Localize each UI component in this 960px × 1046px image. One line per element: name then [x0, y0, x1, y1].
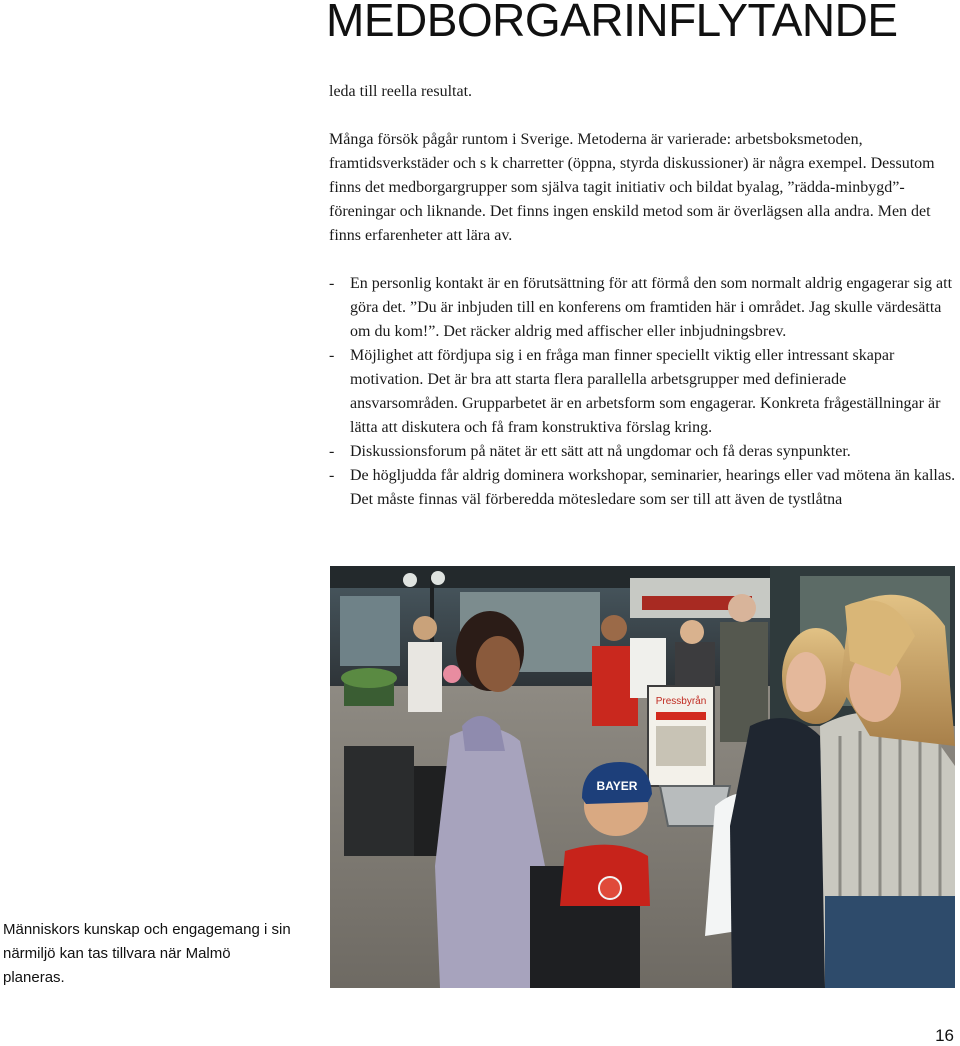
bullet-list	[329, 272, 957, 512]
street-photo	[330, 566, 955, 988]
bullet-marker: -	[329, 443, 335, 460]
cap-print: BAYER	[596, 779, 638, 793]
bullet-item	[329, 440, 957, 464]
page-title: MEDBORGARINFLYTANDE	[326, 0, 898, 46]
bullet-item	[329, 464, 957, 512]
bullet-item	[329, 344, 957, 440]
bullet-text: De högljudda får aldrig dominera workshopar, seminarier, hearings eller vad mötena än kallas. Det måste finnas väl förberedda mötesledare som ser till att även de tystlåtna	[350, 467, 956, 508]
page-number: 16	[935, 1026, 954, 1045]
shop-sign: Pressbyrån	[655, 696, 707, 707]
bullet-marker: -	[329, 347, 335, 364]
photo-caption: Människors kunskap och engagemang i sin närmiljö kan tas tillvara när Malmö planeras.	[3, 921, 291, 986]
lead-paragraph: leda till reella resultat.	[329, 83, 473, 100]
bullet-text: En personlig kontakt är en förutsättning för att förmå den som normalt aldrig engagerar sig att göra det. ”Du är inbjuden till en konferens om framtiden här i området. Jag skulle värdesätta om du kom!”. Det räcker aldrig med affischer eller inbjudningsbrev.	[350, 275, 953, 340]
bullet-text: Möjlighet att fördjupa sig i en fråga man finner speciellt viktig eller intressant skapar motivation. Det är bra att starta flera parallella arbetsgrupper med definierade ansvarsområden. Grupparbetet är en arbetsform som engagerar. Konkreta frågeställningar är lätta att diskutera och få fram konstruktiva förslag kring.	[350, 347, 941, 436]
bullet-item	[329, 272, 957, 344]
bullet-marker: -	[329, 467, 335, 484]
bullet-text: Diskussionsforum på nätet är ett sätt att nå ungdomar och få deras synpunkter.	[350, 443, 851, 460]
intro-paragraph: Många försök pågår runtom i Sverige. Metoderna är varierade: arbetsboksmetoden, framtidsverkstäder och s k charretter (öppna, styrda diskussioner) är några exempel. Dessutom finns det medborgargrupper som själva tagit initiativ och bildat byalag, ”rädda-minbygd”-föreningar och liknande. Det finns ingen enskild metod som är överlägsen alla andra. Men det finns erfarenheter att lära av.	[329, 131, 935, 244]
bullet-marker: -	[329, 275, 335, 292]
